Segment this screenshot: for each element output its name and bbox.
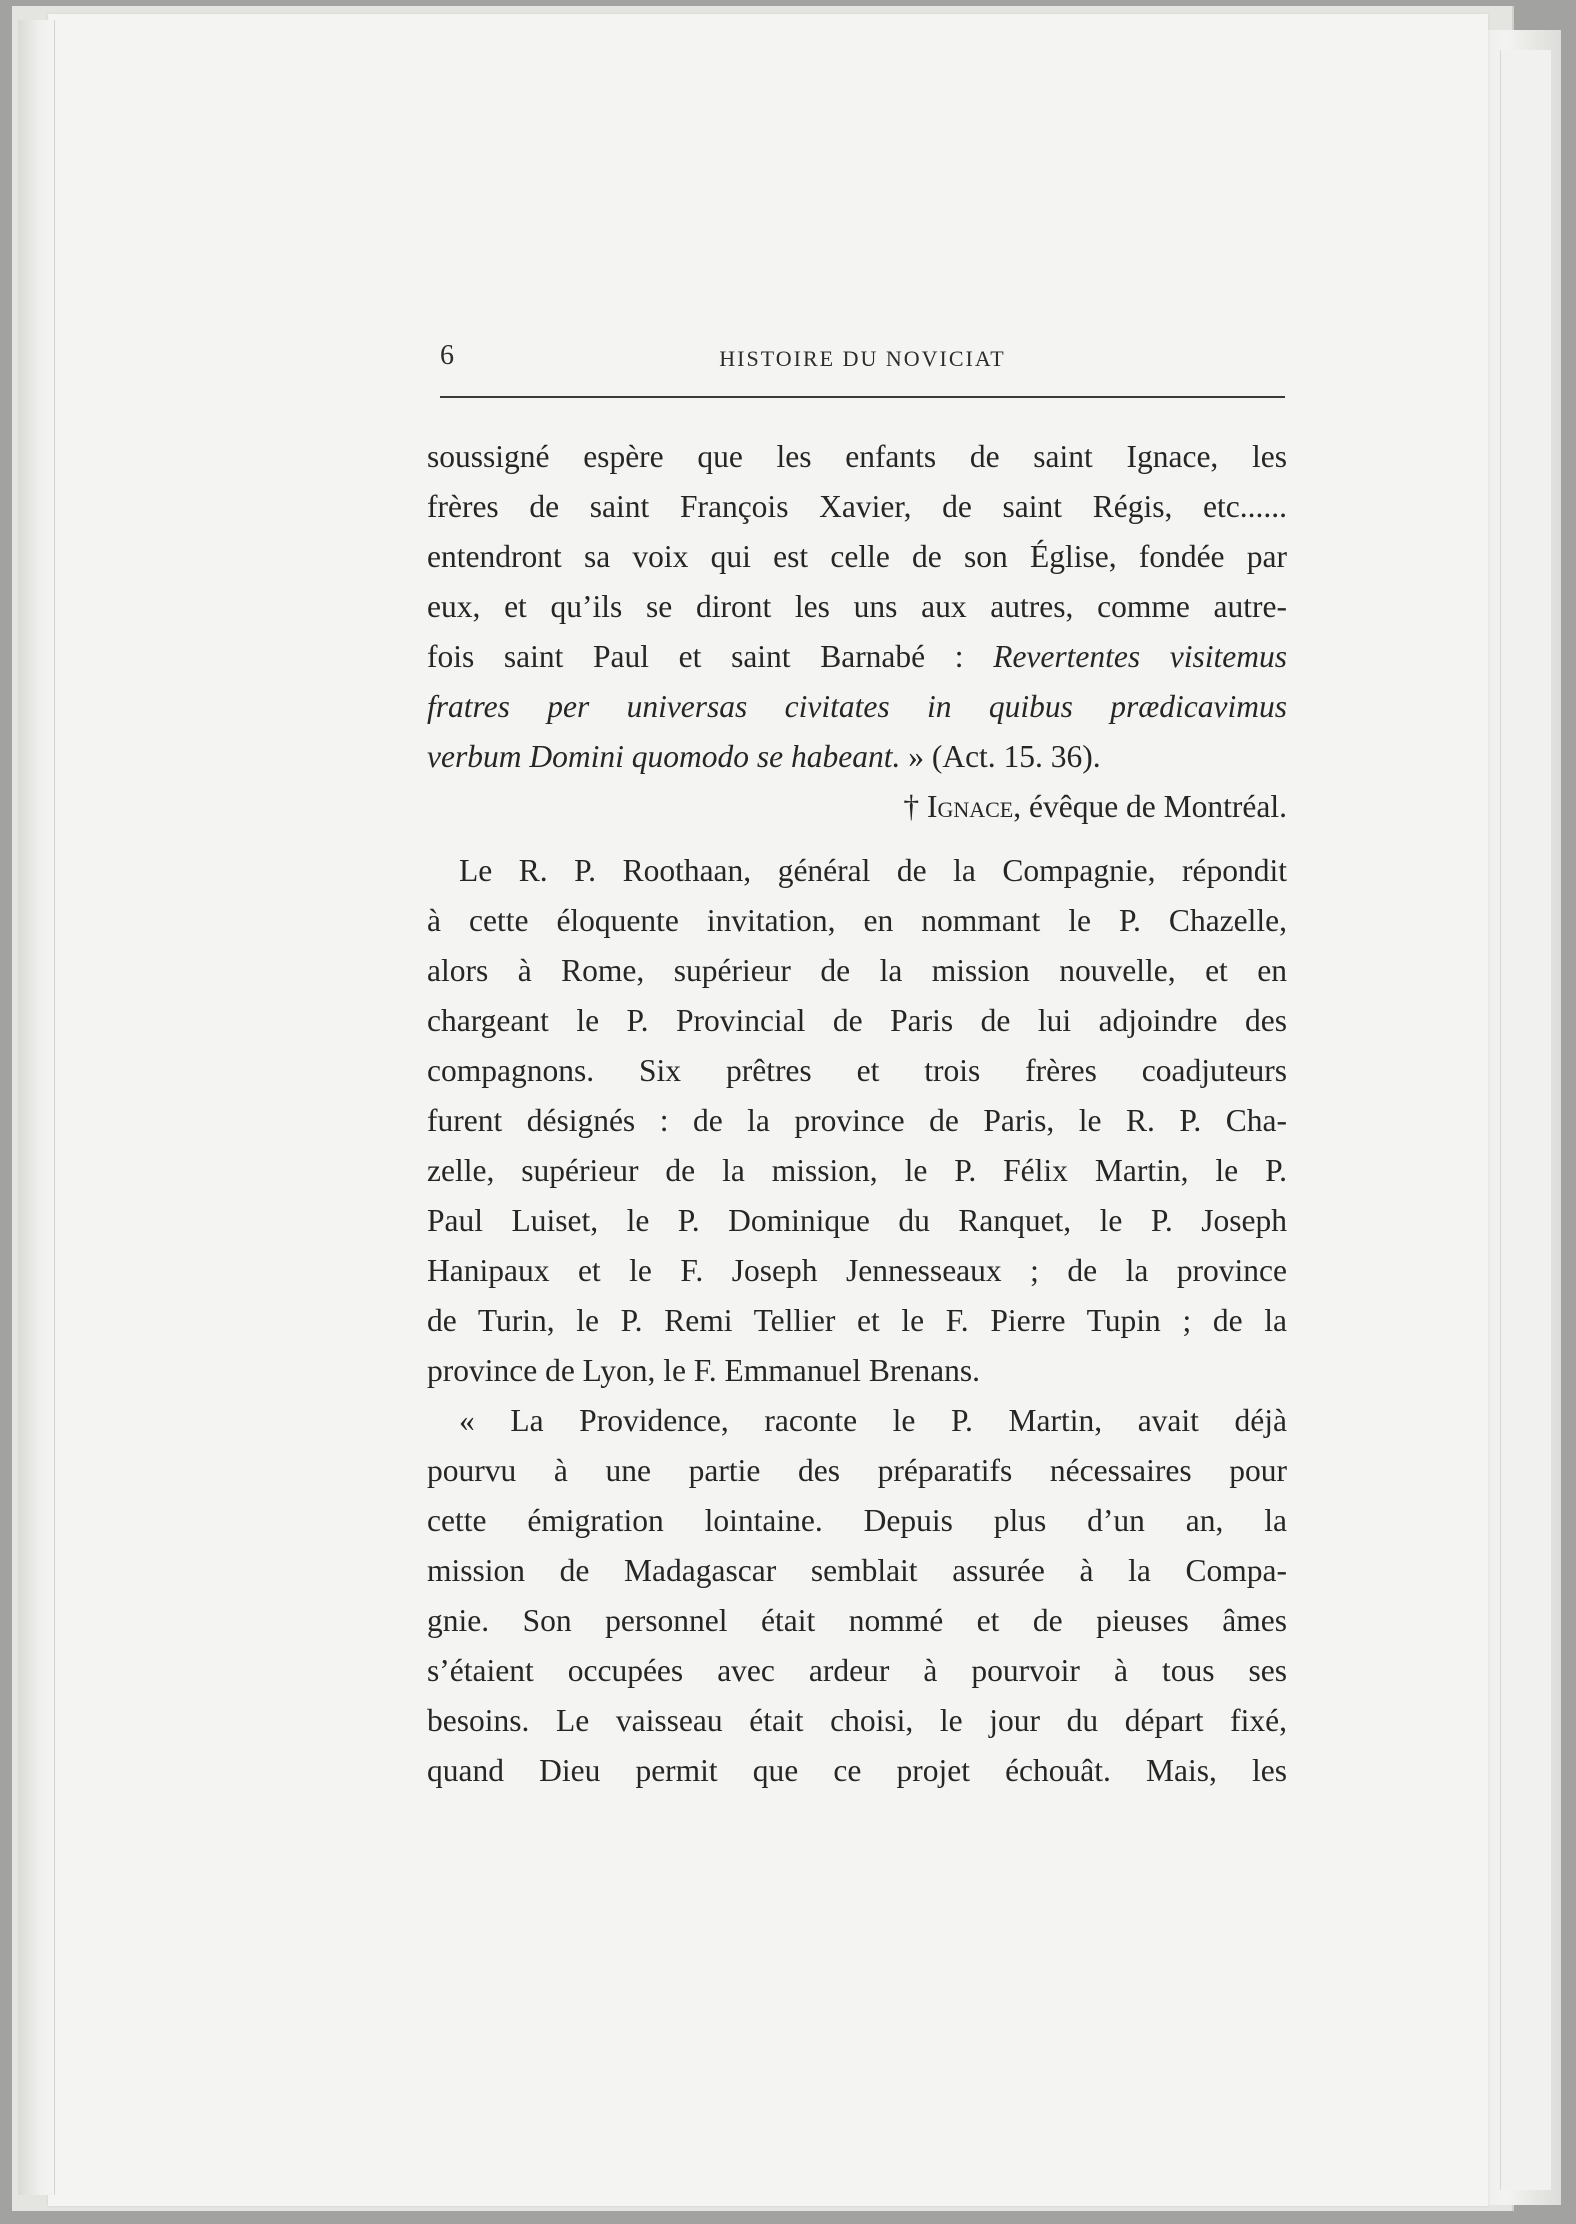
text-line: zelle, supérieur de la mission, le P. Félix Martin, le P. bbox=[427, 1153, 1287, 1188]
right-page-edge-inner bbox=[1500, 50, 1551, 2190]
text-line: soussigné espère que les enfants de saint Ignace, les bbox=[427, 439, 1287, 474]
latin-quote: verbum Domini quomodo se habeant. bbox=[427, 739, 901, 774]
text-line: mission de Madagascar semblait assurée à la Compa- bbox=[427, 1553, 1287, 1588]
paragraph-gap bbox=[427, 832, 1287, 846]
text-line: Le R. P. Roothaan, général de la Compagnie, répondit bbox=[459, 853, 1287, 888]
text-line: Paul Luiset, le P. Dominique du Ranquet, le P. Joseph bbox=[427, 1203, 1287, 1238]
text-line: eux, et qu’ils se diront les uns aux autres, comme autre- bbox=[427, 589, 1287, 624]
page-header bbox=[440, 336, 1285, 390]
text-line: pourvu à une partie des préparatifs nécessaires pour bbox=[427, 1453, 1287, 1488]
signature-line bbox=[427, 782, 1287, 832]
header-rule bbox=[440, 396, 1285, 398]
text-line: alors à Rome, supérieur de la mission nouvelle, et en bbox=[427, 953, 1287, 988]
text-line: cette émigration lointaine. Depuis plus d’un an, la bbox=[427, 1503, 1287, 1538]
page-number: 6 bbox=[440, 340, 454, 371]
text-span: fois saint Paul et saint Barnabé : bbox=[427, 639, 994, 674]
text-line bbox=[427, 632, 1287, 682]
text-line: province de Lyon, le F. Emmanuel Brenans. bbox=[427, 1353, 980, 1388]
signature-name: Ignace bbox=[926, 789, 1014, 824]
text-line: Hanipaux et le F. Joseph Jennesseaux ; de la province bbox=[427, 1253, 1287, 1288]
text-line: « La Providence, raconte le P. Martin, avait déjà bbox=[459, 1403, 1287, 1438]
running-title: HISTOIRE DU NOVICIAT bbox=[719, 346, 1006, 371]
text-line: gnie. Son personnel était nommé et de pieuses âmes bbox=[427, 1603, 1287, 1638]
text-line: s’étaient occupées avec ardeur à pourvoir à tous ses bbox=[427, 1653, 1287, 1688]
text-line: compagnons. Six prêtres et trois frères coadjuteurs bbox=[427, 1053, 1287, 1088]
text-line: chargeant le P. Provincial de Paris de lui adjoindre des bbox=[427, 1003, 1287, 1038]
text-line: furent désignés : de la province de Paris, le R. P. Cha- bbox=[427, 1103, 1287, 1138]
text-line: de Turin, le P. Remi Tellier et le F. Pierre Tupin ; de la bbox=[427, 1303, 1287, 1338]
body-text bbox=[427, 432, 1287, 1796]
left-page-edges bbox=[18, 20, 55, 2195]
citation: » (Act. 15. 36). bbox=[900, 739, 1101, 774]
latin-quote: Revertentes visitemus bbox=[993, 639, 1288, 674]
latin-quote-line: fratres per universas civitates in quibus prædicavimus bbox=[427, 689, 1287, 724]
text-line bbox=[427, 732, 1287, 782]
text-line: quand Dieu permit que ce projet échouât. Mais, les bbox=[427, 1753, 1287, 1788]
text-line: frères de saint François Xavier, de saint Régis, etc...... bbox=[427, 489, 1287, 524]
text-line: entendront sa voix qui est celle de son Église, fondée par bbox=[427, 539, 1287, 574]
text-line: besoins. Le vaisseau était choisi, le jour du départ fixé, bbox=[427, 1703, 1287, 1738]
dagger: † bbox=[903, 789, 927, 824]
text-line: à cette éloquente invitation, en nommant le P. Chazelle, bbox=[427, 903, 1287, 938]
signature-title: , évêque de Montréal. bbox=[1013, 789, 1287, 824]
